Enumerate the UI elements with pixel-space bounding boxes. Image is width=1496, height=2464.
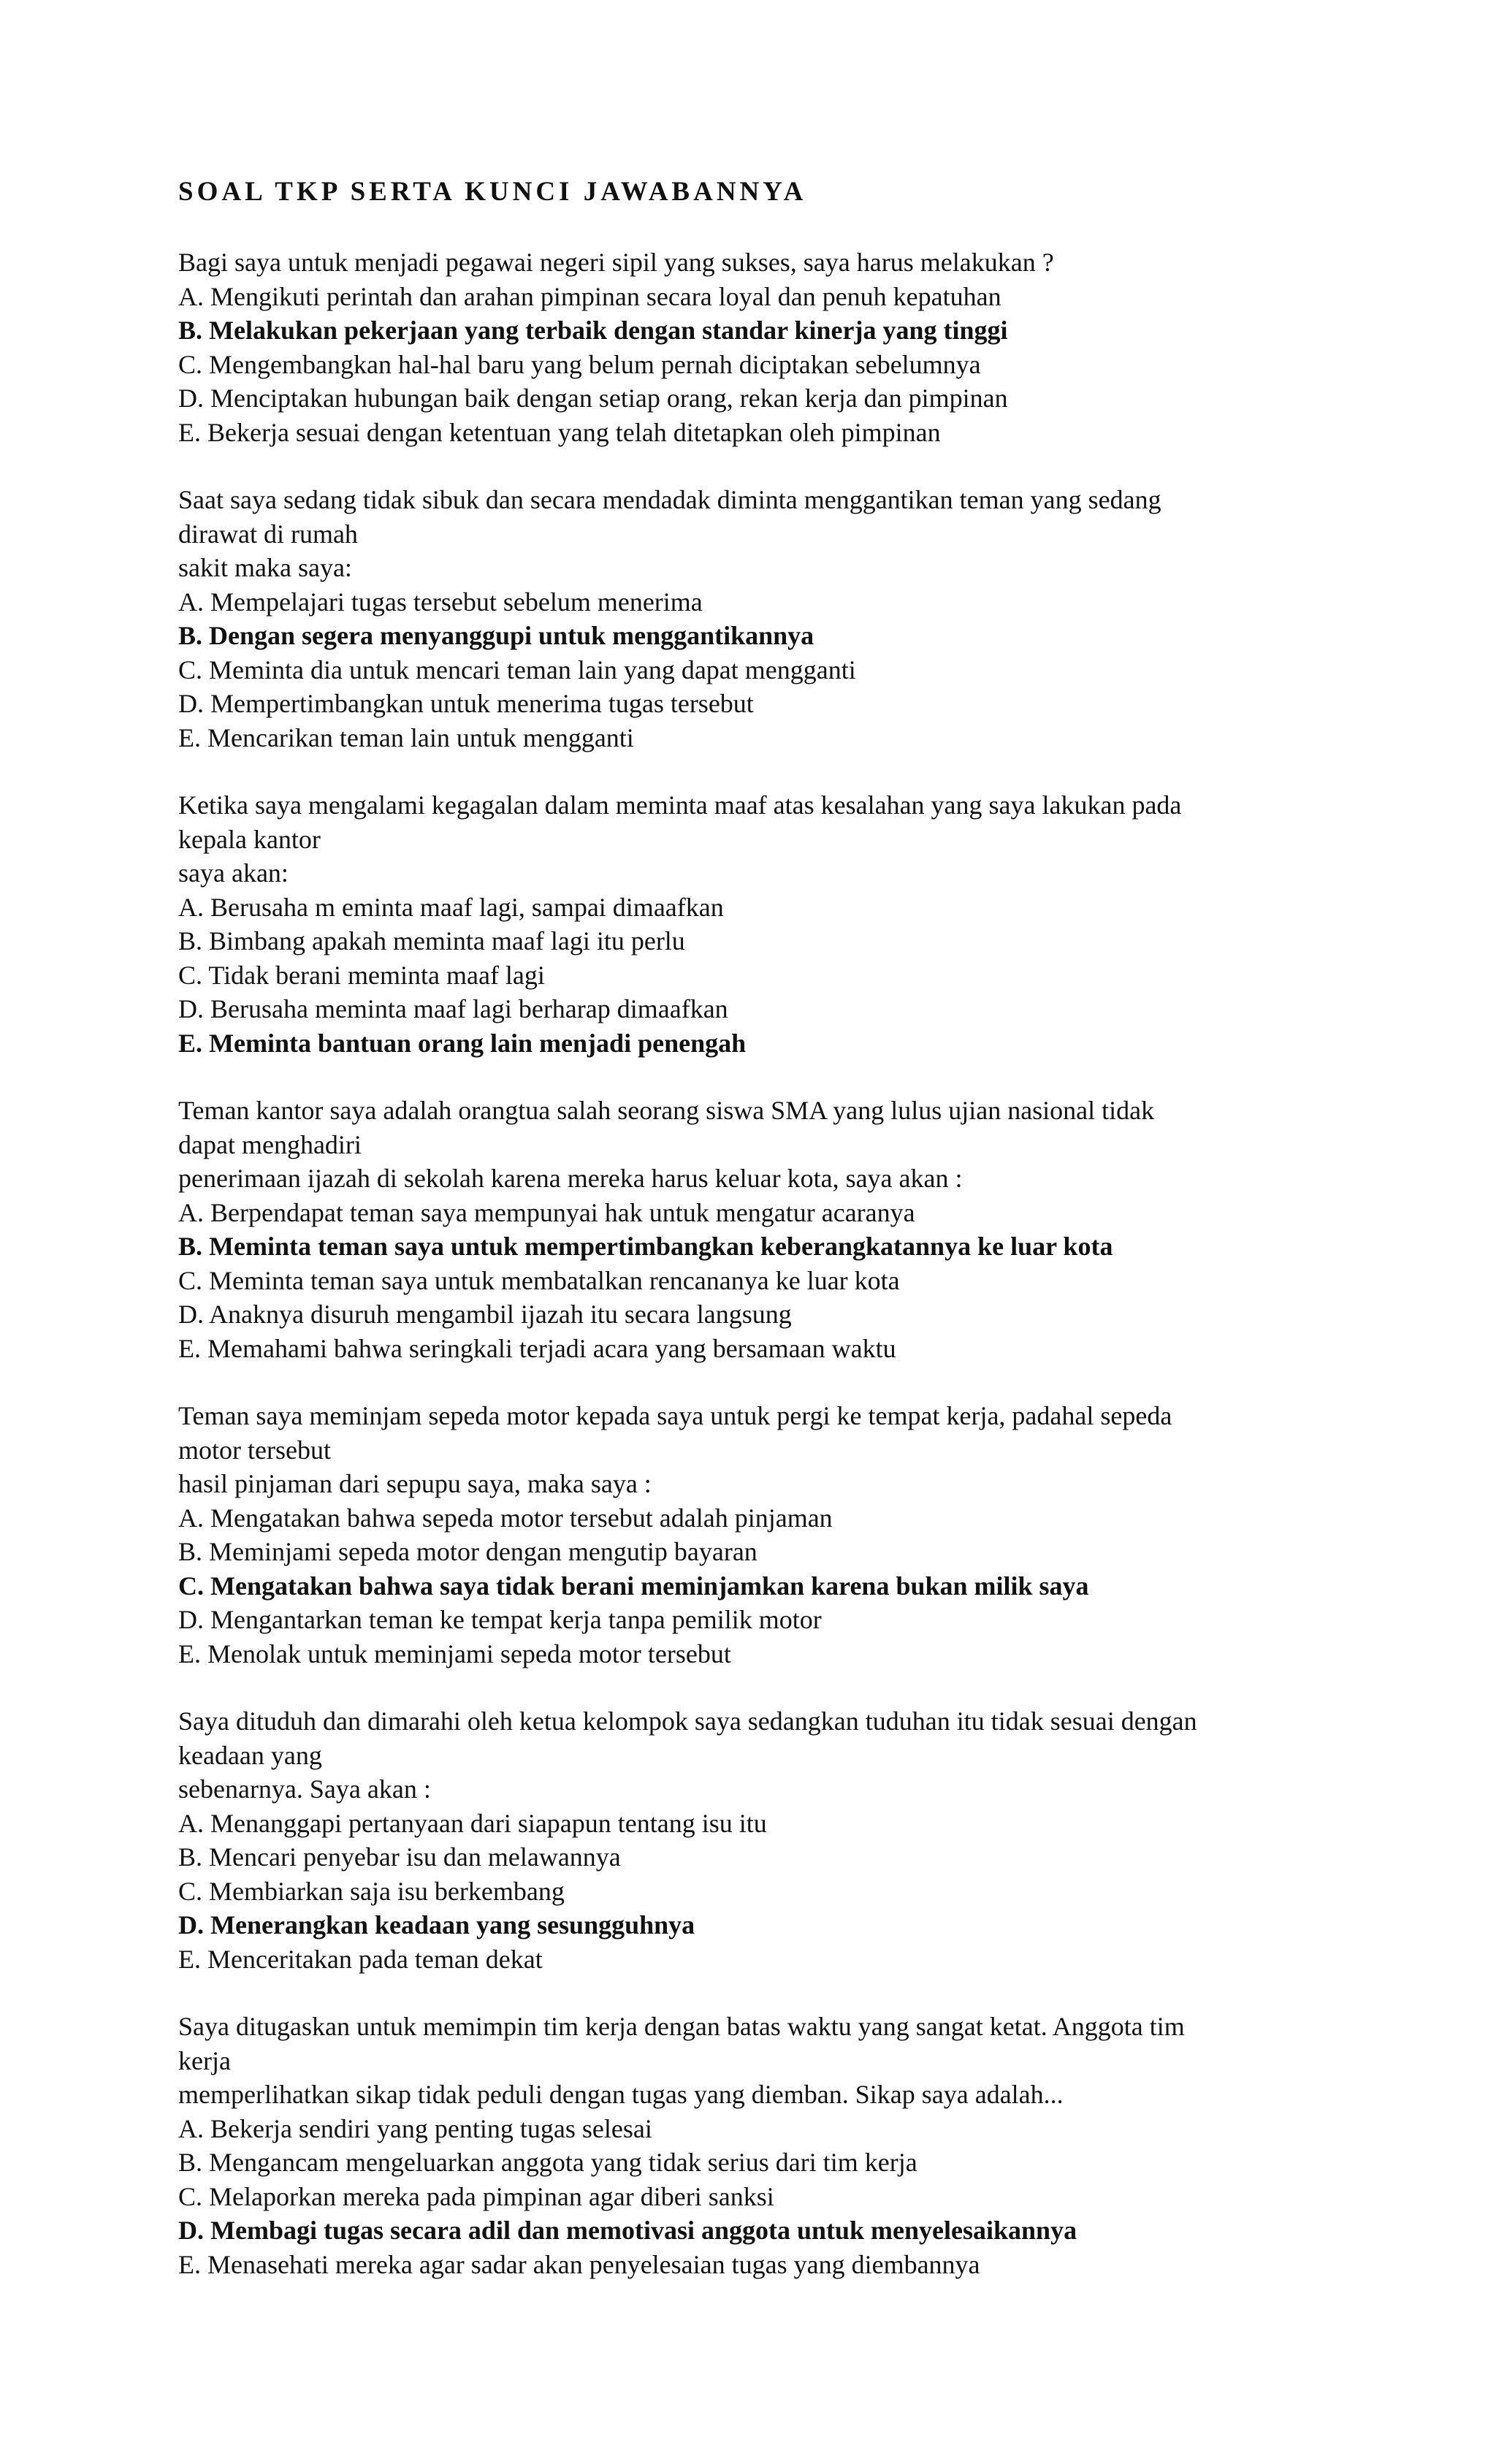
question-block: [178, 245, 1347, 449]
answer-option: C. Membiarkan saja isu berkembang: [178, 1876, 565, 1906]
answer-option-correct: C. Mengatakan bahwa saya tidak berani meminjamkan karena bukan milik saya: [178, 1571, 1089, 1601]
answer-option: B. Mengancam mengeluarkan anggota yang tidak serius dari tim kerja: [178, 2148, 917, 2177]
question-stem-line: kerja: [178, 2045, 231, 2075]
question-block: [178, 1094, 1347, 1365]
answer-option: E. Menasehati mereka agar sadar akan penyelesaian tugas yang diembannya: [178, 2249, 980, 2279]
question-block: [178, 483, 1347, 755]
answer-option: D. Mempertimbangkan untuk menerima tugas tersebut: [178, 689, 754, 718]
question-block: [178, 2010, 1347, 2281]
answer-option: A. Bekerja sendiri yang penting tugas selesai: [178, 2113, 652, 2143]
answer-option: E. Mencarikan teman lain untuk mengganti: [178, 722, 634, 752]
answer-option: C. Tidak berani meminta maaf lagi: [178, 960, 545, 990]
question-block: [178, 1399, 1347, 1671]
question-block: [178, 788, 1347, 1060]
question-stem-line: Ketika saya mengalami kegagalan dalam meminta maaf atas kesalahan yang saya lakukan pada: [178, 790, 1182, 820]
question-stem-line: dapat menghadiri: [178, 1129, 362, 1159]
question-stem-line: Saya ditugaskan untuk memimpin tim kerja dengan batas waktu yang sangat ketat. Anggota tim: [178, 2012, 1185, 2041]
answer-option: A. Mempelajari tugas tersebut sebelum menerima: [178, 587, 703, 617]
answer-option: D. Menciptakan hubungan baik dengan setiap orang, rekan kerja dan pimpinan: [178, 384, 1008, 413]
answer-option: A. Menanggapi pertanyaan dari siapapun tentang isu itu: [178, 1808, 767, 1838]
answer-option: E. Menolak untuk meminjami sepeda motor tersebut: [178, 1639, 731, 1668]
answer-option: C. Meminta teman saya untuk membatalkan rencananya ke luar kota: [178, 1265, 900, 1295]
document-page: [178, 175, 1347, 2315]
answer-option: A. Mengikuti perintah dan arahan pimpinan secara loyal dan penuh kepatuhan: [178, 281, 1001, 311]
answer-option: D. Mengantarkan teman ke tempat kerja tanpa pemilik motor: [178, 1605, 822, 1634]
answer-option: E. Bekerja sesuai dengan ketentuan yang telah ditetapkan oleh pimpinan: [178, 417, 941, 447]
answer-option: B. Bimbang apakah meminta maaf lagi itu perlu: [178, 926, 685, 956]
document-title: SOAL TKP SERTA KUNCI JAWABANNYA: [178, 177, 807, 207]
answer-option-correct: B. Meminta teman saya untuk mempertimbangkan keberangkatannya ke luar kota: [178, 1232, 1113, 1261]
answer-option: D. Berusaha meminta maaf lagi berharap dimaafkan: [178, 994, 728, 1023]
answer-option: B. Mencari penyebar isu dan melawannya: [178, 1842, 621, 1872]
answer-option: E. Memahami bahwa seringkali terjadi acara yang bersamaan waktu: [178, 1333, 896, 1363]
question-stem-line: Bagi saya untuk menjadi pegawai negeri sipil yang sukses, saya harus melakukan ?: [178, 248, 1054, 277]
question-block: [178, 1704, 1347, 1976]
answer-option: A. Berusaha m eminta maaf lagi, sampai dimaafkan: [178, 892, 724, 922]
answer-option: D. Anaknya disuruh mengambil ijazah itu secara langsung: [178, 1300, 792, 1329]
question-stem-line: kepala kantor: [178, 824, 321, 854]
answer-option: C. Meminta dia untuk mencari teman lain yang dapat mengganti: [178, 655, 856, 684]
answer-option-correct: E. Meminta bantuan orang lain menjadi penengah: [178, 1028, 747, 1058]
question-stem-line: motor tersebut: [178, 1435, 331, 1465]
question-stem-line: Teman saya meminjam sepeda motor kepada saya untuk pergi ke tempat kerja, padahal sepeda: [178, 1401, 1172, 1430]
question-stem-line: Saya dituduh dan dimarahi oleh ketua kelompok saya sedangkan tuduhan itu tidak sesuai dengan: [178, 1706, 1197, 1736]
question-stem-line: hasil pinjaman dari sepupu saya, maka saya :: [178, 1469, 652, 1498]
question-stem-line: Teman kantor saya adalah orangtua salah seorang siswa SMA yang lulus ujian nasional tidak: [178, 1096, 1155, 1125]
question-stem-line: sakit maka saya:: [178, 553, 352, 582]
answer-option: A. Mengatakan bahwa sepeda motor tersebut adalah pinjaman: [178, 1503, 833, 1533]
answer-option: C. Melaporkan mereka pada pimpinan agar diberi sanksi: [178, 2181, 774, 2211]
question-stem-line: penerimaan ijazah di sekolah karena mereka harus keluar kota, saya akan :: [178, 1164, 963, 1193]
question-stem-line: dirawat di rumah: [178, 519, 358, 549]
answer-option-correct: B. Melakukan pekerjaan yang terbaik dengan standar kinerja yang tinggi: [178, 316, 1008, 345]
answer-option-correct: D. Membagi tugas secara adil dan memotivasi anggota untuk menyelesaikannya: [178, 2216, 1077, 2245]
answer-option: E. Menceritakan pada teman dekat: [178, 1944, 543, 1974]
question-stem-line: Saat saya sedang tidak sibuk dan secara mendadak diminta menggantikan teman yang sedang: [178, 485, 1161, 514]
answer-option: C. Mengembangkan hal-hal baru yang belum pernah diciptakan sebelumnya: [178, 349, 981, 379]
answer-option-correct: B. Dengan segera menyanggupi untuk menggantikannya: [178, 621, 814, 650]
question-list: [178, 245, 1347, 2281]
question-stem-line: keadaan yang: [178, 1740, 322, 1770]
answer-option-correct: D. Menerangkan keadaan yang sesungguhnya: [178, 1910, 695, 1939]
question-stem-line: saya akan:: [178, 858, 289, 888]
question-stem-line: memperlihatkan sikap tidak peduli dengan tugas yang diemban. Sikap saya adalah...: [178, 2080, 1064, 2109]
answer-option: B. Meminjami sepeda motor dengan mengutip bayaran: [178, 1537, 757, 1566]
question-stem-line: sebenarnya. Saya akan :: [178, 1774, 431, 1804]
answer-option: A. Berpendapat teman saya mempunyai hak untuk mengatur acaranya: [178, 1197, 915, 1227]
